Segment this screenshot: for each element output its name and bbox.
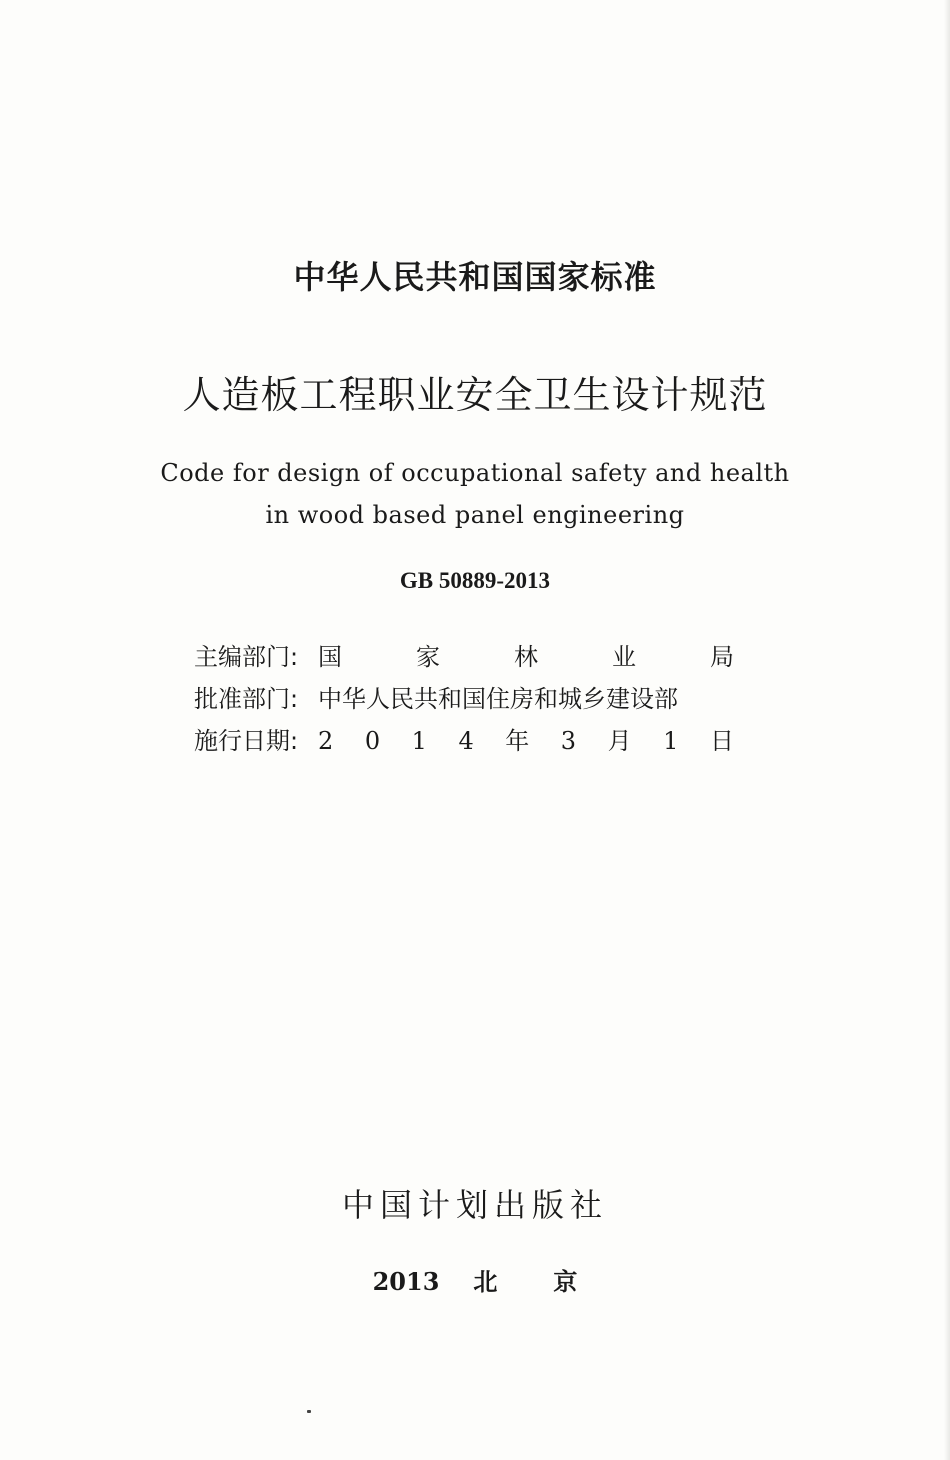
effective-date-char: 3 — [560, 727, 577, 755]
standard-number: GB 50889-2013 — [399, 568, 551, 593]
chief-editor-char: 业 — [612, 643, 636, 671]
approved-by-row — [194, 680, 734, 718]
effective-date-char: 月 — [607, 727, 632, 755]
chinese-title: 人造板工程职业安全卫生设计规范 — [182, 373, 768, 417]
effective-date-row — [194, 722, 734, 760]
chief-editor-char: 林 — [514, 643, 538, 671]
approved-by-value: 中华人民共和国住房和城乡建设部 — [318, 685, 678, 713]
effective-date-label: 施行日期: — [194, 727, 299, 755]
chief-editor-char: 家 — [416, 643, 440, 671]
effective-date-char: 日 — [709, 727, 734, 755]
chief-editor-row — [194, 638, 734, 676]
standard-category: 中华人民共和国国家标准 — [293, 258, 657, 296]
effective-date-char: 1 — [663, 727, 679, 755]
chief-editor-char: 国 — [318, 643, 342, 671]
effective-date-char: 0 — [364, 727, 381, 755]
publication-city-char: 北 — [473, 1267, 498, 1296]
effective-date-value — [318, 722, 734, 760]
page-edge-shadow — [944, 0, 950, 1460]
english-title-line-1: Code for design of occupational safety and health — [160, 459, 790, 487]
scan-speck — [307, 1410, 311, 1413]
effective-date-char: 1 — [411, 727, 427, 755]
effective-date-char: 2 — [318, 727, 334, 755]
chief-editor-label: 主编部门: — [194, 643, 299, 671]
publication-city-char: 京 — [553, 1267, 578, 1296]
chief-editor-char: 局 — [710, 643, 734, 671]
chief-editor-value — [318, 638, 734, 676]
effective-date-char: 4 — [458, 727, 474, 755]
publication-line — [0, 1262, 950, 1297]
approved-by-label: 批准部门: — [194, 685, 299, 713]
effective-date-char: 年 — [505, 727, 530, 755]
publication-year: 2013 — [372, 1267, 440, 1296]
publisher-name: 中国计划出版社 — [341, 1186, 608, 1224]
english-title — [0, 452, 950, 536]
english-title-line-2: in wood based panel engineering — [265, 501, 685, 529]
